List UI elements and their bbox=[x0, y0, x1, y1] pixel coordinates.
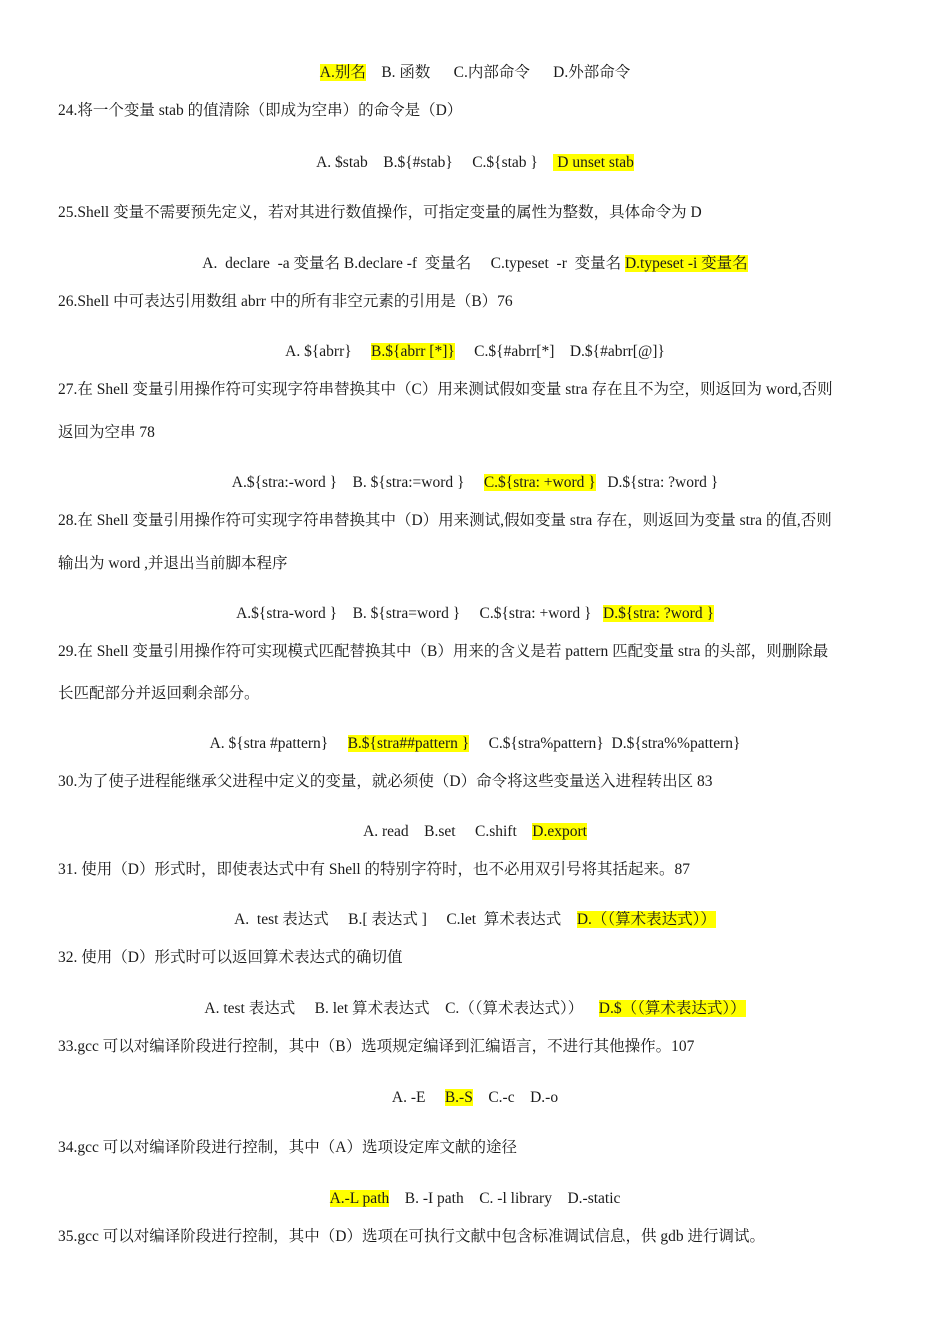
highlighted-answer: B.-S bbox=[444, 1089, 473, 1106]
question-text-line bbox=[58, 423, 892, 443]
text-segment: 25.Shell 变量不需要预先定义，若对其进行数值操作，可指定变量的属性为整数，具体命令为 D bbox=[58, 204, 702, 221]
highlighted-answer: B.${stra##pattern } bbox=[347, 735, 470, 752]
text-segment: 31. 使用（D）形式时，即使表达式中有 Shell 的特别字符时，也不必用双引号将其括起来。87 bbox=[58, 861, 691, 878]
highlighted-answer: A.别名 bbox=[319, 64, 366, 81]
question-text-line bbox=[58, 554, 892, 574]
answer-options-line bbox=[58, 153, 892, 173]
text-segment: 长匹配部分并返回剩余部分。 bbox=[58, 685, 260, 702]
highlighted-answer: C.${stra: +word } bbox=[483, 474, 596, 491]
highlighted-answer: D.$（（算术表达式）） bbox=[598, 1000, 746, 1017]
question-text-line bbox=[58, 511, 892, 531]
answer-options-line bbox=[58, 604, 892, 624]
text-segment: 27.在 Shell 变量引用操作符可实现字符串替换其中（C）用来测试假如变量 stra 存在且不为空，则返回为 word,否则 bbox=[58, 381, 833, 398]
highlighted-answer: D.export bbox=[532, 823, 587, 840]
text-segment: A.${stra-word } B. ${stra=word } C.${stra: +word } bbox=[236, 605, 604, 622]
text-segment: C.-c D.-o bbox=[472, 1089, 559, 1106]
text-segment: A. ${stra #pattern} bbox=[209, 735, 348, 752]
question-text-line bbox=[58, 772, 892, 792]
text-segment: A. $stab B.${#stab} C.${stab } bbox=[316, 154, 554, 171]
text-segment: B. 函数 C.内部命令 D.外部命令 bbox=[365, 64, 631, 81]
text-segment: A. test 表达式 B.[ 表达式 ] C.let 算术表达式 bbox=[234, 911, 577, 928]
highlighted-answer: D.${stra: ?word } bbox=[603, 605, 714, 622]
highlighted-answer: D.typeset -i 变量名 bbox=[624, 255, 748, 272]
question-text-line bbox=[58, 203, 892, 223]
answer-options-line bbox=[58, 910, 892, 930]
text-segment: A. ${abrr} bbox=[285, 343, 372, 360]
question-text-line bbox=[58, 1138, 892, 1158]
question-text-line bbox=[58, 642, 892, 662]
text-segment: 输出为 word ,并退出当前脚本程序 bbox=[58, 555, 288, 572]
question-text-line bbox=[58, 1037, 892, 1057]
highlighted-answer: A.-L path bbox=[329, 1190, 390, 1207]
text-segment: A.${stra:-word } B. ${stra:=word } bbox=[231, 474, 484, 491]
text-segment: C.${#abrr[*] D.${#abrr[@]} bbox=[454, 343, 665, 360]
text-segment: A. declare -a 变量名 B.declare -f 变量名 C.typeset -r 变量名 bbox=[202, 255, 625, 272]
highlighted-answer: D unset stab bbox=[553, 154, 634, 171]
answer-options-line bbox=[58, 342, 892, 362]
text-segment: 返回为空串 78 bbox=[58, 424, 155, 441]
text-segment: 28.在 Shell 变量引用操作符可实现字符串替换其中（D）用来测试,假如变量 stra 存在，则返回为变量 stra 的值,否则 bbox=[58, 512, 832, 529]
question-text-line bbox=[58, 684, 892, 704]
text-segment: 35.gcc 可以对编译阶段进行控制，其中（D）选项在可执行文献中包含标准调试信息，供 gdb 进行调试。 bbox=[58, 1228, 765, 1245]
text-segment: 29.在 Shell 变量引用操作符可实现模式匹配替换其中（B）用来的含义是若 pattern 匹配变量 stra 的头部，则删除最 bbox=[58, 643, 829, 660]
text-segment: A. -E bbox=[391, 1089, 445, 1106]
text-segment: 30.为了使子进程能继承父进程中定义的变量，就必须使（D）命令将这些变量送入进程转出区 83 bbox=[58, 773, 713, 790]
answer-options-line bbox=[58, 473, 892, 493]
text-segment: 33.gcc 可以对编译阶段进行控制，其中（B）选项规定编译到汇编语言，不进行其他操作。107 bbox=[58, 1038, 695, 1055]
question-text-line bbox=[58, 292, 892, 312]
question-text-line bbox=[58, 1227, 892, 1247]
text-segment: D.${stra: ?word } bbox=[595, 474, 719, 491]
text-segment: 24.将一个变量 stab 的值清除（即成为空串）的命令是（D） bbox=[58, 102, 463, 119]
answer-options-line bbox=[58, 254, 892, 274]
answer-options-line bbox=[58, 734, 892, 754]
question-text-line bbox=[58, 948, 892, 968]
answer-options-line bbox=[58, 999, 892, 1019]
question-text-line bbox=[58, 101, 892, 121]
text-segment: 26.Shell 中可表达引用数组 abrr 中的所有非空元素的引用是（B）76 bbox=[58, 293, 513, 310]
answer-options-line bbox=[58, 63, 892, 83]
question-text-line bbox=[58, 860, 892, 880]
text-segment: A. read B.set C.shift bbox=[363, 823, 533, 840]
text-segment: 34.gcc 可以对编译阶段进行控制，其中（A）选项设定库文献的途径 bbox=[58, 1139, 517, 1156]
highlighted-answer: D.（（算术表达式）） bbox=[576, 911, 716, 928]
answer-options-line bbox=[58, 822, 892, 842]
answer-options-line bbox=[58, 1189, 892, 1209]
answer-options-line bbox=[58, 1088, 892, 1108]
question-text-line bbox=[58, 380, 892, 400]
text-segment: C.${stra%pattern} D.${stra%%pattern} bbox=[469, 735, 741, 752]
text-segment: 32. 使用（D）形式时可以返回算术表达式的确切值 bbox=[58, 949, 403, 966]
highlighted-answer: B.${abrr [*]} bbox=[371, 343, 455, 360]
text-segment: A. test 表达式 B. let 算术表达式 C.（（算术表达式）） bbox=[204, 1000, 599, 1017]
text-segment: B. -I path C. -l library D.-static bbox=[389, 1190, 621, 1207]
